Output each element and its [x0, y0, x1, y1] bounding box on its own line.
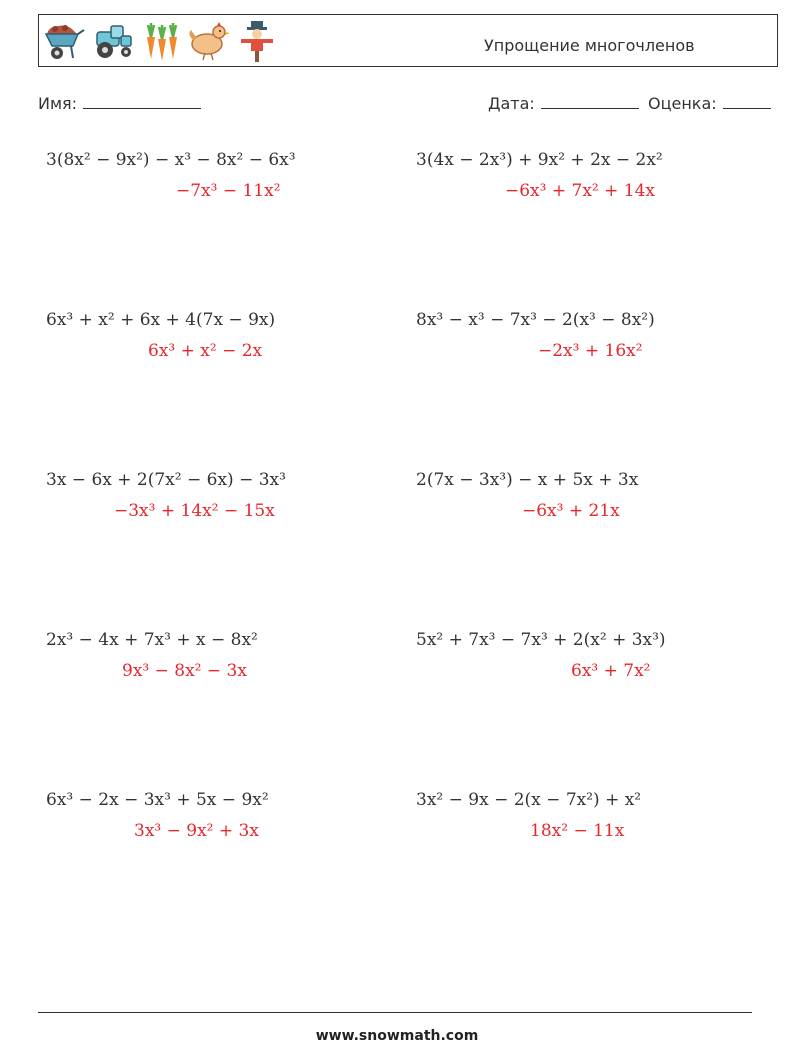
- problem-2: 3(4x − 2x³) + 9x² + 2x − 2x²: [416, 150, 663, 170]
- wheelbarrow-icon: [43, 20, 85, 62]
- tractor-icon: [91, 20, 135, 62]
- answer-10: 18x² − 11x: [530, 821, 625, 841]
- problem-9: 6x³ − 2x − 3x³ + 5x − 9x²: [46, 790, 269, 810]
- answer-4: −2x³ + 16x²: [538, 341, 643, 361]
- problem-1: 3(8x² − 9x²) − x³ − 8x² − 6x³: [46, 150, 296, 170]
- name-field[interactable]: [38, 94, 201, 113]
- footer-url[interactable]: www.snowmath.com: [315, 1028, 479, 1044]
- worksheet-header: [38, 14, 778, 67]
- date-label: Дата:: [488, 94, 535, 113]
- answer-9: 3x³ − 9x² + 3x: [134, 821, 259, 841]
- problem-7: 2x³ − 4x + 7x³ + x − 8x²: [46, 630, 258, 650]
- answer-5: −3x³ + 14x² − 15x: [114, 501, 275, 521]
- grade-blank[interactable]: [723, 94, 771, 109]
- grade-label: Оценка:: [648, 94, 717, 113]
- footer-divider: [38, 1012, 752, 1013]
- problem-3: 6x³ + x² + 6x + 4(7x − 9x): [46, 310, 276, 330]
- problem-10: 3x² − 9x − 2(x − 7x²) + x²: [416, 790, 642, 810]
- answer-1: −7x³ − 11x²: [176, 181, 281, 201]
- answer-8: 6x³ + 7x²: [571, 661, 651, 681]
- answer-2: −6x³ + 7x² + 14x: [505, 181, 656, 201]
- problem-8: 5x² + 7x³ − 7x³ + 2(x² + 3x³): [416, 630, 666, 650]
- carrots-icon: [141, 19, 181, 63]
- hen-icon: [187, 20, 231, 62]
- problem-4: 8x³ − x³ − 7x³ − 2(x³ − 8x²): [416, 310, 655, 330]
- problem-6: 2(7x − 3x³) − x + 5x + 3x: [416, 470, 639, 490]
- grade-field[interactable]: [648, 94, 771, 113]
- answer-7: 9x³ − 8x² − 3x: [122, 661, 247, 681]
- header-icons: [43, 18, 277, 64]
- answer-3: 6x³ + x² − 2x: [148, 341, 263, 361]
- name-blank[interactable]: [83, 94, 201, 109]
- answer-6: −6x³ + 21x: [522, 501, 620, 521]
- date-blank[interactable]: [541, 94, 639, 109]
- worksheet-title: Упрощение многочленов: [484, 36, 695, 55]
- problem-5: 3x − 6x + 2(7x² − 6x) − 3x³: [46, 470, 286, 490]
- date-field[interactable]: [488, 94, 639, 113]
- name-label: Имя:: [38, 94, 78, 113]
- scarecrow-icon: [237, 19, 277, 63]
